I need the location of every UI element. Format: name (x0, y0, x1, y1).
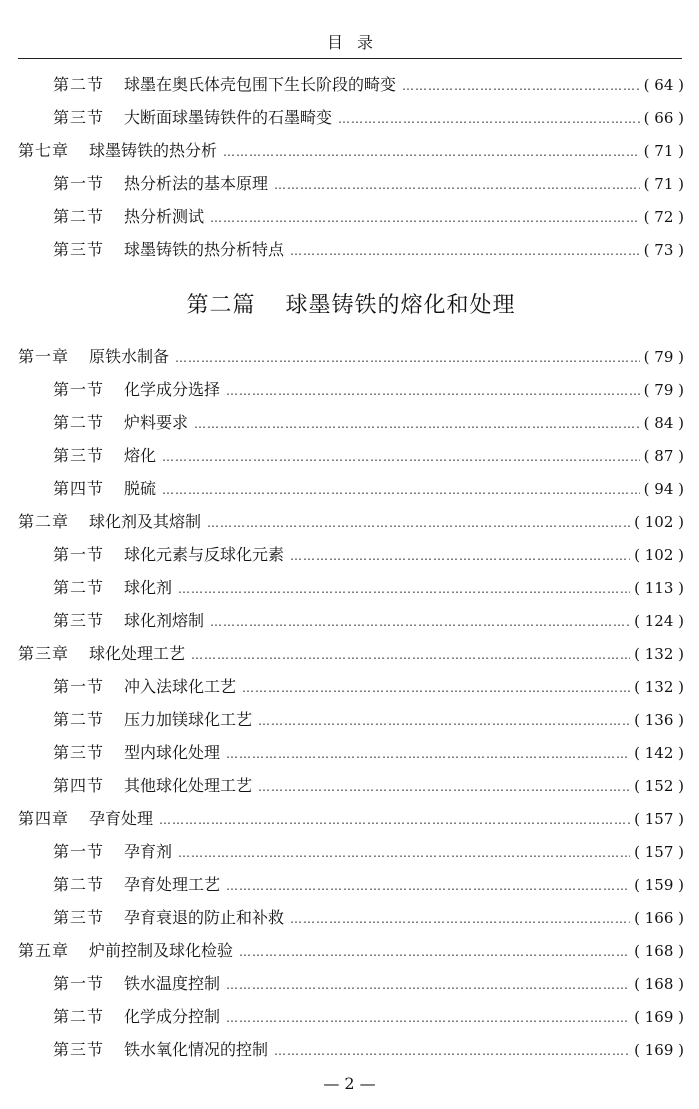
entry-title: 球化剂及其熔制 (89, 512, 202, 531)
entry-label: 第二节 (53, 1007, 105, 1026)
entry-title: 球墨铸铁的热分析特点 (124, 240, 285, 259)
toc-section-entry[interactable] (18, 971, 684, 1004)
entry-title: 球化处理工艺 (89, 644, 186, 663)
dot-leader (210, 211, 640, 225)
entry-label: 第二节 (53, 75, 105, 94)
dot-leader (274, 1044, 630, 1058)
entry-page: ( 169 ) (634, 1008, 684, 1026)
toc-section-entry[interactable] (18, 410, 684, 443)
entry-page: ( 168 ) (634, 942, 684, 960)
entry-title: 铁水氧化情况的控制 (124, 1040, 269, 1059)
entry-label: 第二节 (53, 207, 105, 226)
entry-label: 第一节 (53, 974, 105, 993)
entry-title: 球化元素与反球化元素 (124, 545, 285, 564)
entry-label: 第三节 (53, 1040, 105, 1059)
entry-page: ( 102 ) (634, 546, 684, 564)
entry-label: 第三节 (53, 240, 105, 259)
page-footer (0, 1074, 699, 1093)
toc-section-entry[interactable] (18, 443, 684, 476)
entry-label: 第三节 (53, 611, 105, 630)
entry-page: ( 157 ) (634, 810, 684, 828)
dot-leader (239, 945, 630, 959)
entry-label: 第三节 (53, 446, 105, 465)
entry-page: ( 64 ) (643, 76, 684, 94)
entry-label: 第四节 (53, 479, 105, 498)
entry-title: 化学成分选择 (124, 380, 221, 399)
dot-leader (159, 813, 630, 827)
entry-title: 球化剂熔制 (124, 611, 205, 630)
entry-label: 第一节 (53, 842, 105, 861)
entry-page: ( 71 ) (643, 142, 684, 160)
toc-section-entry[interactable] (18, 839, 684, 872)
entry-page: ( 132 ) (634, 645, 684, 663)
dot-leader (191, 648, 630, 662)
entry-page: ( 142 ) (634, 744, 684, 762)
toc-section-entry[interactable] (18, 608, 684, 641)
toc-section-entry[interactable] (18, 1004, 684, 1037)
toc-section-entry[interactable] (18, 707, 684, 740)
entry-label: 第一节 (53, 174, 105, 193)
toc-section-entry[interactable] (18, 476, 684, 509)
entry-page: ( 79 ) (643, 348, 684, 366)
toc-section-entry[interactable] (18, 872, 684, 905)
entry-page: ( 102 ) (634, 513, 684, 531)
entry-title: 其他球化处理工艺 (124, 776, 253, 795)
entry-title: 脱硫 (124, 479, 157, 498)
dot-leader (290, 549, 630, 563)
toc-group-before (18, 72, 684, 270)
dot-leader (162, 450, 640, 464)
entry-label: 第三节 (53, 108, 105, 127)
entry-title: 压力加镁球化工艺 (124, 710, 253, 729)
entry-label: 第一章 (18, 347, 70, 366)
entry-page: ( 84 ) (643, 414, 684, 432)
dot-leader (226, 1011, 630, 1025)
entry-page: ( 71 ) (643, 175, 684, 193)
part-heading (18, 266, 684, 346)
toc-section-entry[interactable] (18, 72, 684, 105)
entry-page: ( 168 ) (634, 975, 684, 993)
part-title: 球墨铸铁的熔化和处理 (285, 293, 516, 318)
entry-title: 孕育处理工艺 (124, 875, 221, 894)
toc-chapter-entry[interactable] (18, 509, 684, 542)
entry-label: 第一节 (53, 677, 105, 696)
dot-leader (290, 244, 640, 258)
toc-chapter-entry[interactable] (18, 938, 684, 971)
entry-page: ( 159 ) (634, 876, 684, 894)
toc-section-entry[interactable] (18, 740, 684, 773)
dot-leader (242, 681, 630, 695)
page-number: — 2 — (323, 1074, 376, 1093)
toc-chapter-entry[interactable] (18, 138, 684, 171)
dot-leader (223, 145, 640, 159)
toc-section-entry[interactable] (18, 204, 684, 237)
dot-leader (194, 417, 640, 431)
dot-leader (210, 615, 630, 629)
entry-title: 熔化 (124, 446, 157, 465)
toc-chapter-entry[interactable] (18, 641, 684, 674)
entry-label: 第五章 (18, 941, 70, 960)
running-header (18, 30, 682, 59)
entry-title: 球墨在奥氏体壳包围下生长阶段的畸变 (124, 75, 397, 94)
entry-label: 第二节 (53, 875, 105, 894)
entry-page: ( 157 ) (634, 843, 684, 861)
toc-chapter-entry[interactable] (18, 344, 684, 377)
table-of-contents (18, 72, 684, 1070)
entry-label: 第三节 (53, 908, 105, 927)
entry-label: 第二节 (53, 578, 105, 597)
dot-leader (226, 384, 640, 398)
entry-label: 第四章 (18, 809, 70, 828)
entry-title: 铁水温度控制 (124, 974, 221, 993)
header-title: 目录 (326, 33, 387, 52)
entry-label: 第二节 (53, 710, 105, 729)
entry-title: 孕育处理 (89, 809, 154, 828)
toc-section-entry[interactable] (18, 773, 684, 806)
toc-section-entry[interactable] (18, 171, 684, 204)
dot-leader (258, 714, 630, 728)
entry-page: ( 152 ) (634, 777, 684, 795)
entry-label: 第四节 (53, 776, 105, 795)
entry-page: ( 124 ) (634, 612, 684, 630)
entry-title: 冲入法球化工艺 (124, 677, 237, 696)
entry-title: 孕育剂 (124, 842, 173, 861)
entry-page: ( 136 ) (634, 711, 684, 729)
entry-label: 第二章 (18, 512, 70, 531)
entry-title: 大断面球墨铸铁件的石墨畸变 (124, 108, 333, 127)
dot-leader (175, 351, 640, 365)
entry-page: ( 166 ) (634, 909, 684, 927)
entry-label: 第一节 (53, 545, 105, 564)
dot-leader (258, 780, 630, 794)
toc-group-after (18, 344, 684, 1070)
dot-leader (402, 79, 640, 93)
entry-page: ( 132 ) (634, 678, 684, 696)
entry-page: ( 94 ) (643, 480, 684, 498)
toc-section-entry[interactable] (18, 905, 684, 938)
dot-leader (226, 747, 630, 761)
entry-title: 球化剂 (124, 578, 173, 597)
dot-leader (207, 516, 630, 530)
entry-page: ( 169 ) (634, 1041, 684, 1059)
entry-page: ( 113 ) (634, 579, 684, 597)
entry-label: 第三节 (53, 743, 105, 762)
entry-label: 第三章 (18, 644, 70, 663)
entry-label: 第二节 (53, 413, 105, 432)
entry-title: 型内球化处理 (124, 743, 221, 762)
dot-leader (290, 912, 630, 926)
entry-title: 化学成分控制 (124, 1007, 221, 1026)
toc-section-entry[interactable] (18, 674, 684, 707)
entry-page: ( 73 ) (643, 241, 684, 259)
entry-title: 孕育衰退的防止和补救 (124, 908, 285, 927)
toc-section-entry[interactable] (18, 542, 684, 575)
dot-leader (178, 582, 630, 596)
entry-title: 炉料要求 (124, 413, 189, 432)
entry-page: ( 79 ) (643, 381, 684, 399)
dot-leader (338, 112, 640, 126)
dot-leader (162, 483, 640, 497)
entry-title: 炉前控制及球化检验 (89, 941, 234, 960)
entry-page: ( 66 ) (643, 109, 684, 127)
toc-chapter-entry[interactable] (18, 806, 684, 839)
entry-title: 热分析测试 (124, 207, 205, 226)
dot-leader (274, 178, 640, 192)
dot-leader (226, 879, 630, 893)
toc-section-entry[interactable] (18, 1037, 684, 1070)
entry-label: 第七章 (18, 141, 70, 160)
entry-page: ( 72 ) (643, 208, 684, 226)
dot-leader (178, 846, 630, 860)
entry-label: 第一节 (53, 380, 105, 399)
entry-title: 原铁水制备 (89, 347, 170, 366)
dot-leader (226, 978, 630, 992)
toc-section-entry[interactable] (18, 575, 684, 608)
part-label: 第二篇 (186, 293, 256, 318)
entry-page: ( 87 ) (643, 447, 684, 465)
entry-title: 热分析法的基本原理 (124, 174, 269, 193)
toc-section-entry[interactable] (18, 377, 684, 410)
entry-title: 球墨铸铁的热分析 (89, 141, 218, 160)
toc-section-entry[interactable] (18, 105, 684, 138)
